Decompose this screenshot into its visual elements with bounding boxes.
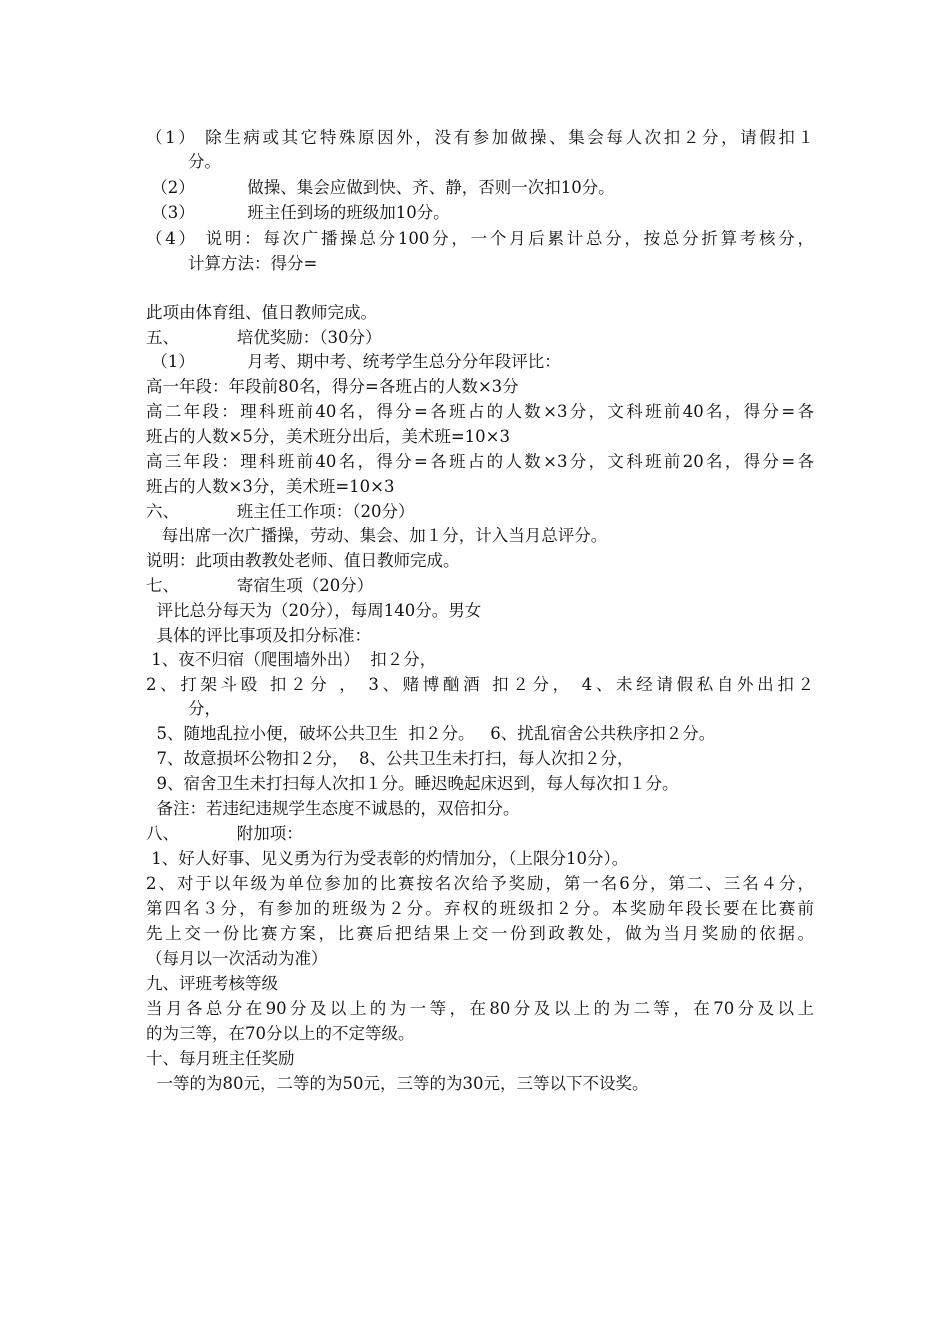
paragraph: 班占的人数×5分，美术班分出后，美术班=10×3 [146,427,510,446]
list-item: 9、宿舍卫生未打扫每人次扣１分。睡迟晚起床迟到，每人每次扣１分。 [146,774,679,793]
section-heading-10: 十、每月班主任奖励 [146,1049,295,1068]
list-item: 1、好人好事、见义勇为行为受表彰的灼情加分，（上限分10分）。 [146,849,629,868]
section-heading-6: 六、 班主任工作项：（20分） [146,502,415,521]
rule-item-2: （2） 做操、集会应做到快、齐、静，否则一次扣10分。 [146,178,615,197]
paragraph: 一等的为80元，二等的为50元，三等的为30元，三等以下不设奖。 [146,1074,649,1093]
note: 备注：若违纪违规学生态度不诚恳的，双倍扣分。 [146,799,520,818]
list-item-cont: 分， [188,699,221,718]
section-heading-8: 八、 附加项： [146,824,303,843]
paragraph: 高三年段：理科班前40名，得分=各班占的人数×3分，文科班前20名，得分=各 [146,452,814,471]
rule-item-3: （3） 班主任到场的班级加10分。 [146,203,450,222]
paragraph: 的为三等，在70分以上的不定等级。 [146,1024,415,1043]
rule-item-1-cont: 分。 [188,152,221,171]
list-item: 5、随地乱拉小便，破坏公共卫生 扣２分。 6、扰乱宿舍公共秩序扣２分。 [146,724,716,743]
list-item: 7、故意损坏公物扣２分， 8、公共卫生未打扫，每人次扣２分， [146,749,634,768]
paragraph: 说明：此项由教教处老师、值日教师完成。 [146,551,460,570]
paragraph: 评比总分每天为（20分），每周140分。男女 [146,601,482,620]
paragraph: 先上交一份比赛方案，比赛后把结果上交一份到政教处，做为当月奖励的依据。 [146,924,814,943]
paragraph: 具体的评比事项及扣分标准： [146,626,371,645]
paragraph: （每月以一次活动为准） [146,949,328,968]
paragraph: 高二年段：理科班前40名，得分=各班占的人数×3分，文科班前40名，得分=各 [146,402,814,421]
list-item: 2、打架斗殴 扣２分 ， 3、赌博酗酒 扣２分， 4、未经请假私自外出扣２ [146,675,814,694]
paragraph: 第四名３分，有参加的班级为２分。弃权的班级扣２分。本奖励年段长要在比赛前 [146,899,814,918]
list-item: （1） 月考、期中考、统考学生总分分年段评比： [146,352,561,371]
paragraph: 高一年段：年段前80名，得分=各班占的人数×3分 [146,377,519,396]
rule-item-1: （1） 除生病或其它特殊原因外，没有参加做操、集会每人次扣２分，请假扣１ [146,128,814,147]
section-heading-7: 七、 寄宿生项（20分） [146,576,374,595]
paragraph: 当月各总分在90分及以上的为一等，在80分及以上的为二等，在70分及以上 [146,999,814,1018]
section-heading-9: 九、评班考核等级 [146,974,278,993]
paragraph: 每出席一次广播操，劳动、集会、加１分，计入当月总评分。 [146,526,608,545]
paragraph: 此项由体育组、值日教师完成。 [146,303,377,322]
section-heading-5: 五、 培优奖励：（30分） [146,328,382,347]
rule-item-4: （4） 说明：每次广播操总分100分，一个月后累计总分，按总分折算考核分， [146,229,814,248]
list-item: 2、对于以年级为单位参加的比赛按名次给予奖励，第一名6分，第二、三名４分， [146,874,814,893]
list-item: 1、夜不归宿（爬围墙外出） 扣２分， [146,650,437,669]
paragraph: 班占的人数×3分，美术班=10×3 [146,477,395,496]
rule-item-4-cont: 计算方法：得分= [188,254,318,273]
